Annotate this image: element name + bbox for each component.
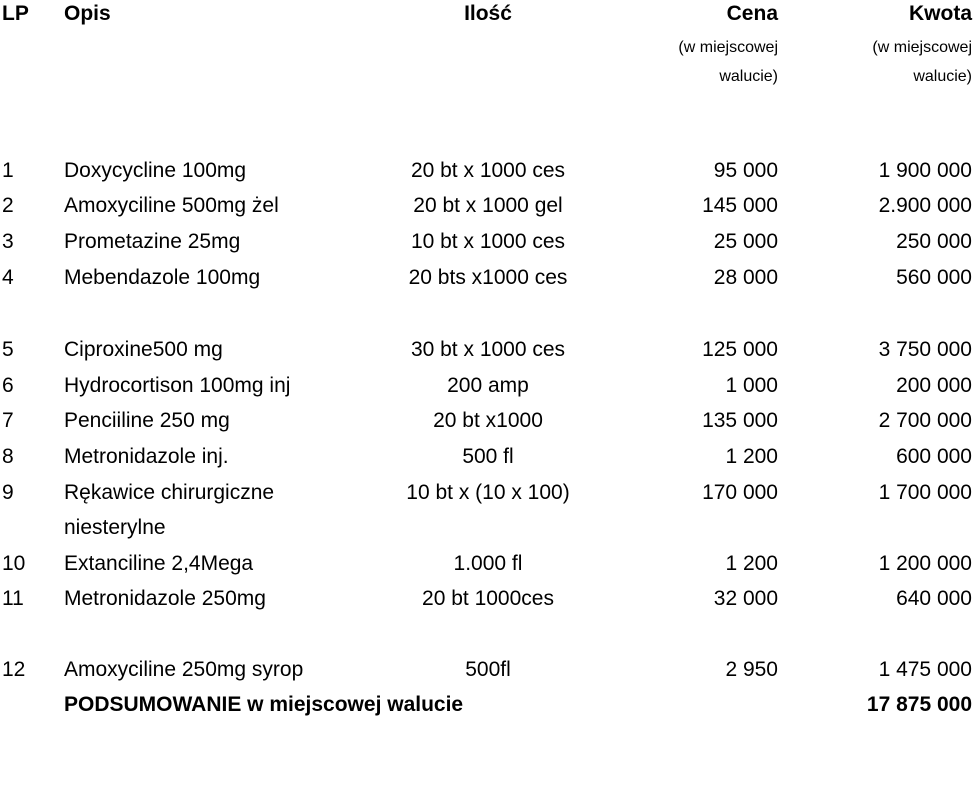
row-7-price: 135 000 <box>702 409 778 432</box>
row-11-qty: 20 bt 1000ces <box>422 587 554 610</box>
row-6-qty: 200 amp <box>447 374 529 397</box>
row-1-lp: 1 <box>2 159 14 182</box>
row-9-desc: Rękawice chirurgiczne <box>64 481 275 504</box>
row-6-amount: 200 000 <box>896 374 972 397</box>
row-6-desc: Hydrocortison 100mg inj <box>64 374 291 397</box>
row-10-amount: 1 200 000 <box>878 552 972 575</box>
row-12-desc: Amoxyciline 250mg syrop <box>64 658 304 681</box>
row-7-amount: 2 700 000 <box>878 409 972 432</box>
row-8-qty: 500 fl <box>462 445 514 468</box>
header-qty: Ilość <box>464 2 512 25</box>
row-12-price: 2 950 <box>725 658 778 681</box>
row-2-qty: 20 bt x 1000 gel <box>413 194 563 217</box>
row-4-desc: Mebendazole 100mg <box>64 266 261 289</box>
header-amount-sub2: walucie) <box>913 68 972 85</box>
row-7-desc: Penciiline 250 mg <box>64 409 230 432</box>
row-5-qty: 30 bt x 1000 ces <box>410 338 566 361</box>
row-3-lp: 3 <box>2 230 14 253</box>
row-1-qty: 20 bt x 1000 ces <box>410 159 566 182</box>
summary-amount: 17 875 000 <box>866 693 972 716</box>
row-10-lp: 10 <box>2 552 26 575</box>
row-8-amount: 600 000 <box>896 445 972 468</box>
header-price: Cena <box>726 2 778 25</box>
summary-label: PODSUMOWANIE w miejscowej walucie <box>64 693 464 716</box>
header-lp: LP <box>2 2 29 25</box>
row-11-desc: Metronidazole 250mg <box>64 587 266 610</box>
row-12-lp: 12 <box>2 658 26 681</box>
row-3-desc: Prometazine 25mg <box>64 230 241 253</box>
row-2-price: 145 000 <box>702 194 778 217</box>
row-7-qty: 20 bt x1000 <box>433 409 543 432</box>
header-amount-sub1: (w miejscowej <box>872 39 972 56</box>
row-11-amount: 640 000 <box>896 587 972 610</box>
header-desc: Opis <box>64 2 111 25</box>
row-9-desc-line2: niesterylne <box>64 516 166 539</box>
row-12-qty: 500fl <box>465 658 511 681</box>
row-11-price: 32 000 <box>713 587 778 610</box>
row-9-amount: 1 700 000 <box>878 481 972 504</box>
row-3-qty: 10 bt x 1000 ces <box>410 230 566 253</box>
row-3-price: 25 000 <box>713 230 778 253</box>
row-5-desc: Ciproxine500 mg <box>64 338 223 361</box>
row-7-lp: 7 <box>2 409 14 432</box>
row-6-price: 1 000 <box>725 374 778 397</box>
row-10-desc: Extanciline 2,4Mega <box>64 552 254 575</box>
row-10-qty: 1.000 fl <box>453 552 523 575</box>
row-11-lp: 11 <box>2 587 24 610</box>
header-price-sub1: (w miejscowej <box>678 39 778 56</box>
row-1-price: 95 000 <box>713 159 778 182</box>
row-5-lp: 5 <box>2 338 14 361</box>
row-8-desc: Metronidazole inj. <box>64 445 229 468</box>
row-10-price: 1 200 <box>725 552 778 575</box>
row-12-amount: 1 475 000 <box>878 658 972 681</box>
row-2-lp: 2 <box>2 194 14 217</box>
row-1-amount: 1 900 000 <box>878 159 972 182</box>
row-9-price: 170 000 <box>702 481 778 504</box>
row-9-lp: 9 <box>2 481 14 504</box>
row-9-qty: 10 bt x (10 x 100) <box>406 481 570 504</box>
row-3-amount: 250 000 <box>896 230 972 253</box>
row-2-desc: Amoxyciline 500mg żel <box>64 194 279 217</box>
row-4-amount: 560 000 <box>896 266 972 289</box>
row-2-amount: 2.900 000 <box>878 194 972 217</box>
row-6-lp: 6 <box>2 374 14 397</box>
row-5-amount: 3 750 000 <box>878 338 972 361</box>
row-8-price: 1 200 <box>725 445 778 468</box>
row-1-desc: Doxycycline 100mg <box>64 159 247 182</box>
header-amount: Kwota <box>909 2 972 25</box>
row-4-price: 28 000 <box>713 266 778 289</box>
row-4-lp: 4 <box>2 266 14 289</box>
header-price-sub2: walucie) <box>719 68 778 85</box>
row-4-qty: 20 bts x1000 ces <box>408 266 568 289</box>
row-5-price: 125 000 <box>702 338 778 361</box>
row-8-lp: 8 <box>2 445 14 468</box>
